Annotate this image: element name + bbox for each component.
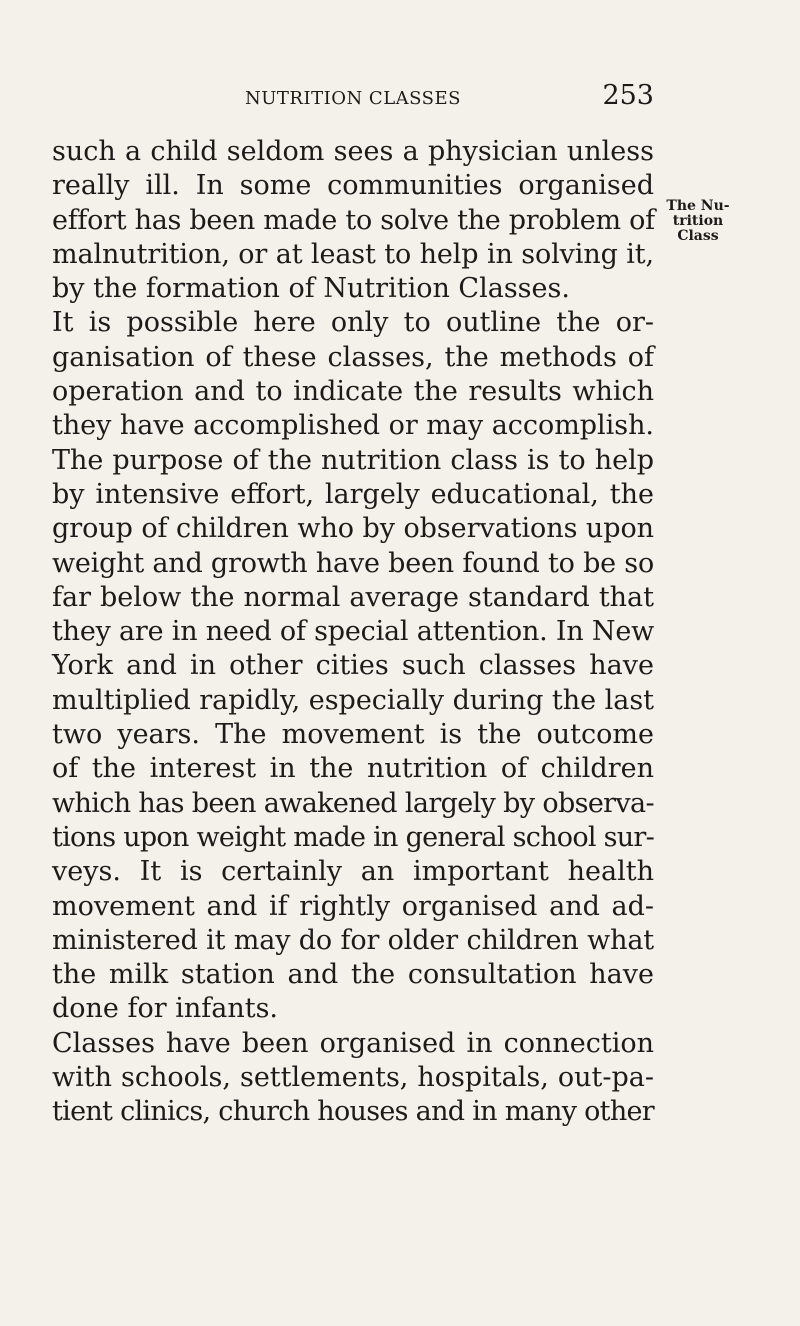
text-line: movement and if rightly organised and ad- [52, 890, 654, 922]
text-line: effort has been made to solve the problem of [52, 204, 655, 236]
text-line: group of children who by observations upon [52, 513, 654, 545]
text-line: really ill. In some communities organised [52, 170, 654, 202]
text-line: ministered it may do for older children what [52, 924, 654, 956]
body-text [52, 135, 654, 1130]
text-line: tions upon weight made in general school sur- [52, 821, 655, 853]
text-line: ganisation of these classes, the methods of [52, 341, 654, 373]
text-line: Classes have been organised in connection [52, 1027, 654, 1059]
text-line: multiplied rapidly, especially during the last [52, 684, 654, 716]
page-header [52, 80, 654, 122]
text-line: by intensive effort, largely educational, the [52, 478, 654, 510]
text-line: they are in need of special attention. In New [52, 616, 655, 648]
text-line: they have accomplished or may accomplish. [52, 410, 654, 442]
text-line: by the formation of Nutrition Classes. [52, 273, 570, 305]
text-line: which has been awakened largely by observa- [52, 787, 654, 819]
margin-note [663, 199, 733, 244]
text-line: It is possible here only to outline the or- [52, 307, 654, 339]
text-line: far below the normal average standard that [52, 581, 654, 613]
margin-note-line: Class [677, 228, 719, 244]
margin-note-line: The Nu- [666, 198, 730, 214]
text-line: done for infants. [52, 993, 279, 1025]
text-line: weight and growth have been found to be so [52, 547, 655, 579]
text-line: two years. The movement is the outcome [52, 719, 654, 751]
page-number: 253 [602, 80, 654, 111]
text-line: the milk station and the consultation have [52, 959, 654, 991]
text-line: of the interest in the nutrition of children [52, 753, 654, 785]
text-line: with schools, settlements, hospitals, out-pa- [52, 1062, 654, 1094]
text-line: such a child seldom sees a physician unless [52, 136, 654, 167]
text-line: The purpose of the nutrition class is to help [52, 444, 654, 476]
text-line: York and in other cities such classes have [52, 650, 654, 682]
text-line: operation and to indicate the results which [52, 376, 654, 408]
margin-note-line: trition [672, 213, 724, 229]
text-line: malnutrition, or at least to help in solving it, [52, 238, 655, 270]
running-head: NUTRITION CLASSES [245, 88, 461, 109]
text-line: veys. It is certainly an important health [52, 856, 654, 888]
text-line: tient clinics, church houses and in many other [52, 1096, 654, 1128]
